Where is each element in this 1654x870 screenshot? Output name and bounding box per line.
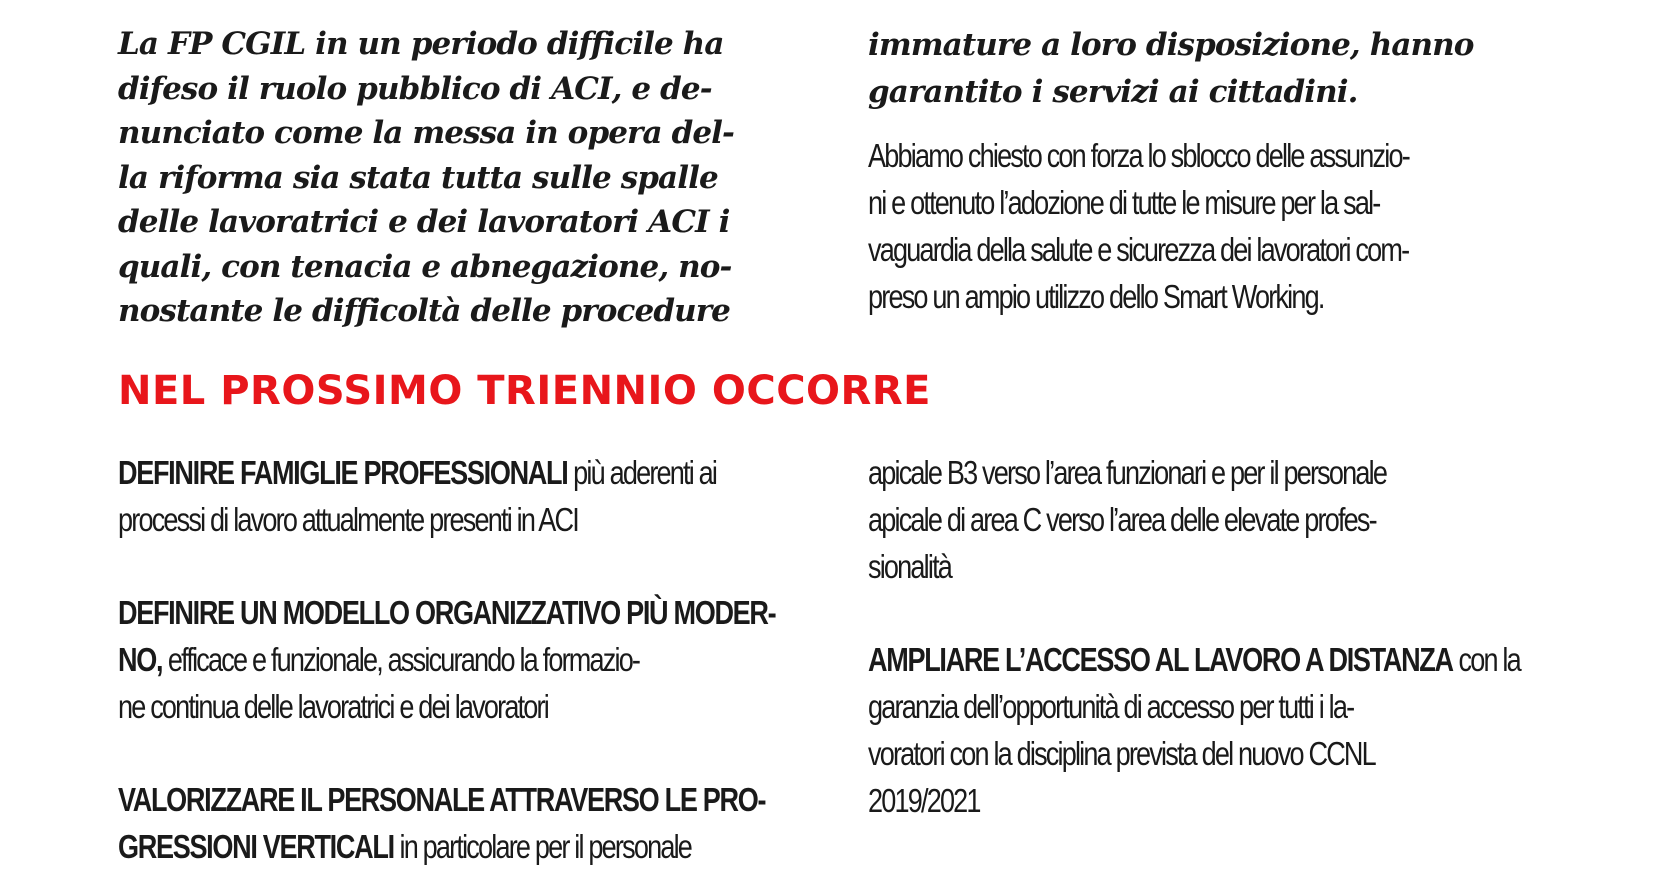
- intro-line: La FP CGIL in un periodo difficile ha: [118, 26, 724, 62]
- item-line: apicale di area C verso l’area delle elevate profes-: [868, 501, 1376, 538]
- intro-line: quali, con tenacia e abnegazione, no-: [118, 248, 732, 285]
- intro-text-left: [118, 22, 790, 334]
- item-line: voratori con la disciplina prevista del nuovo CCNL: [868, 735, 1375, 772]
- list-item-lavoro-a-distanza: [868, 636, 1540, 824]
- intro-line: immature a loro disposizione, hanno: [868, 27, 1474, 63]
- item-line: sionalità: [868, 548, 952, 585]
- paragraph-line: ni e ottenuto l’adozione di tutte le misure per la sal-: [868, 184, 1380, 221]
- paragraph-line: preso un ampio utilizzo dello Smart Working.: [868, 278, 1324, 315]
- item-line: [118, 636, 790, 683]
- section-heading: NEL PROSSIMO TRIENNIO OCCORRE: [118, 368, 931, 414]
- intro-line: nostante le difficoltà delle procedure: [118, 293, 730, 329]
- item-line: 2019/2021: [868, 782, 980, 819]
- intro-line: nunciato come la messa in opera del-: [118, 115, 735, 151]
- paragraph-line: Abbiamo chiesto con forza lo sblocco delle assunzio-: [868, 137, 1409, 174]
- item-line: [118, 589, 790, 636]
- item-text: con la: [1452, 641, 1520, 678]
- intro-line: difeso il ruolo pubblico di ACI, e de-: [118, 70, 712, 107]
- list-item-famiglie-professionali: [118, 449, 790, 543]
- intro-line: delle lavoratrici e dei lavoratori ACI i: [118, 204, 730, 240]
- item-bold-lead: NO,: [118, 641, 163, 678]
- item-line: ne continua delle lavoratrici e dei lavoratori: [118, 688, 548, 725]
- item-line: [868, 636, 1540, 683]
- paragraph-right: [868, 132, 1540, 320]
- intro-text-right: [868, 22, 1540, 116]
- item-bold-lead: VALORIZZARE IL PERSONALE ATTRAVERSO LE PRO-: [118, 781, 766, 818]
- item-bold-lead: GRESSIONI VERTICALI: [118, 828, 394, 865]
- item-text: più aderenti ai: [567, 454, 717, 491]
- intro-line: la riforma sia stata tutta sulle spalle: [118, 159, 718, 196]
- item-line: [118, 776, 790, 823]
- item-line: [118, 449, 790, 496]
- item-bold-lead: AMPLIARE L’ACCESSO AL LAVORO A DISTANZA: [868, 641, 1453, 678]
- item-text: in particolare per il personale: [393, 828, 692, 865]
- item-line: garanzia dell’opportunità di accesso per tutti i la-: [868, 688, 1354, 725]
- list-item-modello-organizzativo: [118, 589, 790, 730]
- item-line: processi di lavoro attualmente presenti in ACI: [118, 501, 579, 538]
- list-item-progressioni-verticali: [118, 776, 790, 870]
- intro-line: garantito i servizi ai cittadini.: [868, 74, 1358, 110]
- item-line: [118, 823, 790, 870]
- item-bold-lead: DEFINIRE FAMIGLIE PROFESSIONALI: [118, 454, 568, 491]
- item-text: efficace e funzionale, assicurando la formazio-: [162, 641, 640, 678]
- list-item-progressioni-verticali-continued: [868, 449, 1540, 590]
- item-line: apicale B3 verso l’area funzionari e per il personale: [868, 454, 1387, 491]
- paragraph-line: vaguardia della salute e sicurezza dei lavoratori com-: [868, 231, 1409, 268]
- item-bold-lead: DEFINIRE UN MODELLO ORGANIZZATIVO PIÙ MODER-: [118, 594, 776, 631]
